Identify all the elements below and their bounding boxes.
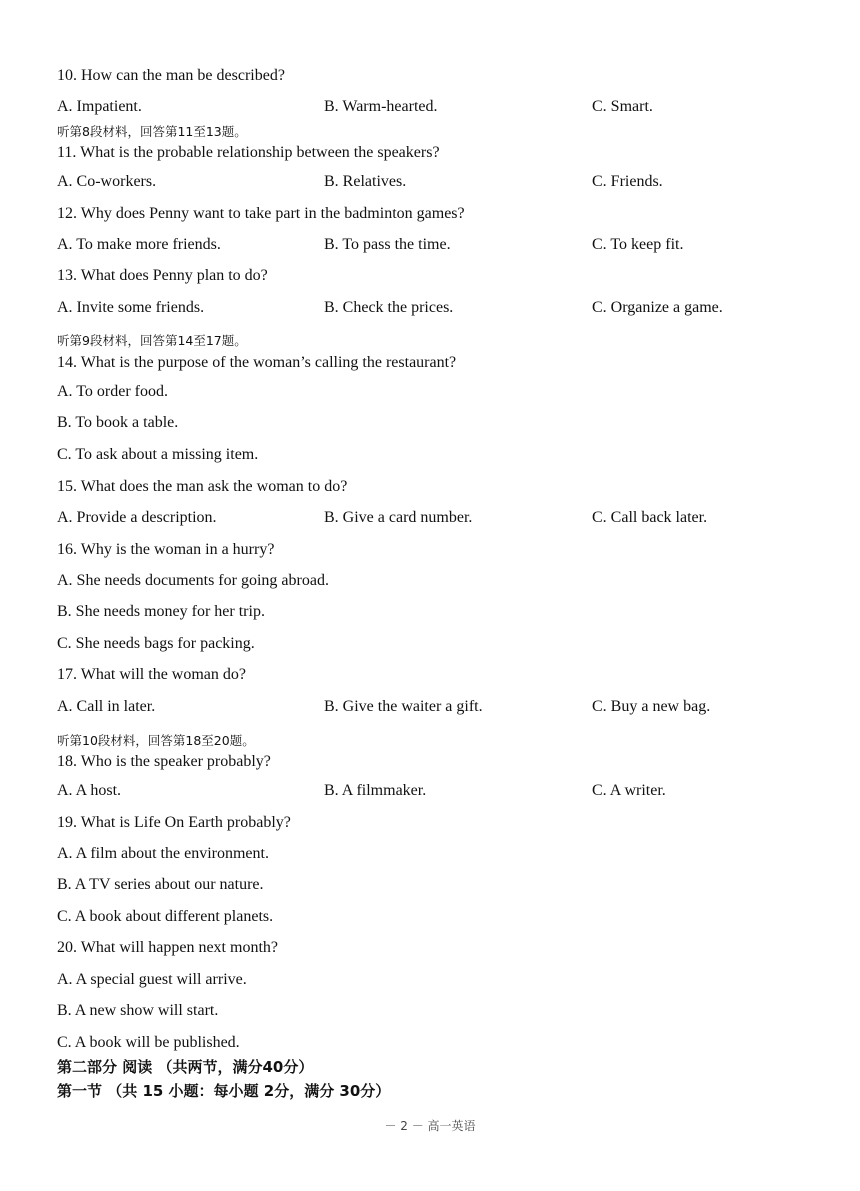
question-line: 20. What will happen next month? <box>57 939 278 956</box>
question-line: B. She needs money for her trip. <box>57 603 265 620</box>
option-c: C. A writer. <box>592 782 666 799</box>
question-line: 19. What is Life On Earth probably? <box>57 814 291 831</box>
question-line: C. To ask about a missing item. <box>57 446 259 463</box>
section-instruction: 听第10段材料，回答第18至20题。 <box>57 733 255 748</box>
question-line: C. She needs bags for packing. <box>57 635 255 652</box>
option-c: C. Buy a new bag. <box>592 698 711 715</box>
section-heading: 第一节 （共 15 小题：每小题 2分，满分 30分） <box>57 1082 391 1100</box>
question-line: 10. How can the man be described? <box>57 67 285 84</box>
question-line: 16. Why is the woman in a hurry? <box>57 541 275 558</box>
question-line: B. A TV series about our nature. <box>57 876 264 893</box>
question-line: 14. What is the purpose of the woman’s calling the restaurant? <box>57 354 457 371</box>
option-a: A. Impatient. <box>57 98 142 115</box>
section-heading: 第二部分 阅读 （共两节，满分40分） <box>57 1058 314 1076</box>
option-a: A. A host. <box>57 782 122 799</box>
question-line: 11. What is the probable relationship between the speakers? <box>57 144 440 161</box>
option-b: B. Check the prices. <box>324 299 454 316</box>
option-c: C. Friends. <box>592 173 663 190</box>
option-a: A. Invite some friends. <box>57 299 205 316</box>
option-c: C. Smart. <box>592 98 653 115</box>
question-line: A. A special guest will arrive. <box>57 971 247 988</box>
question-line: A. A film about the environment. <box>57 845 269 862</box>
question-line: C. A book will be published. <box>57 1034 240 1051</box>
option-b: B. Relatives. <box>324 173 407 190</box>
option-a: A. Call in later. <box>57 698 156 715</box>
section-instruction: 听第9段材料，回答第14至17题。 <box>57 333 247 348</box>
option-a: A. Co-workers. <box>57 173 157 190</box>
question-line: 15. What does the man ask the woman to do? <box>57 478 348 495</box>
question-line: B. To book a table. <box>57 414 179 431</box>
option-b: B. To pass the time. <box>324 236 451 253</box>
question-line: 13. What does Penny plan to do? <box>57 267 268 284</box>
option-b: B. A filmmaker. <box>324 782 427 799</box>
question-line: A. She needs documents for going abroad. <box>57 572 329 589</box>
option-c: C. Organize a game. <box>592 299 723 316</box>
question-line: 17. What will the woman do? <box>57 666 246 683</box>
option-c: C. Call back later. <box>592 509 708 526</box>
question-line: 18. Who is the speaker probably? <box>57 753 271 770</box>
option-a: A. Provide a description. <box>57 509 217 526</box>
question-line: A. To order food. <box>57 383 169 400</box>
section-instruction: 听第8段材料，回答第11至13题。 <box>57 124 247 139</box>
question-line: B. A new show will start. <box>57 1002 219 1019</box>
question-line: C. A book about different planets. <box>57 908 274 925</box>
option-c: C. To keep fit. <box>592 236 684 253</box>
question-line: 12. Why does Penny want to take part in the badminton games? <box>57 205 465 222</box>
page-footer: － 2 － 高一英语 <box>384 1119 476 1133</box>
option-b: B. Give the waiter a gift. <box>324 698 483 715</box>
option-a: A. To make more friends. <box>57 236 221 253</box>
option-b: B. Give a card number. <box>324 509 473 526</box>
option-b: B. Warm-hearted. <box>324 98 438 115</box>
